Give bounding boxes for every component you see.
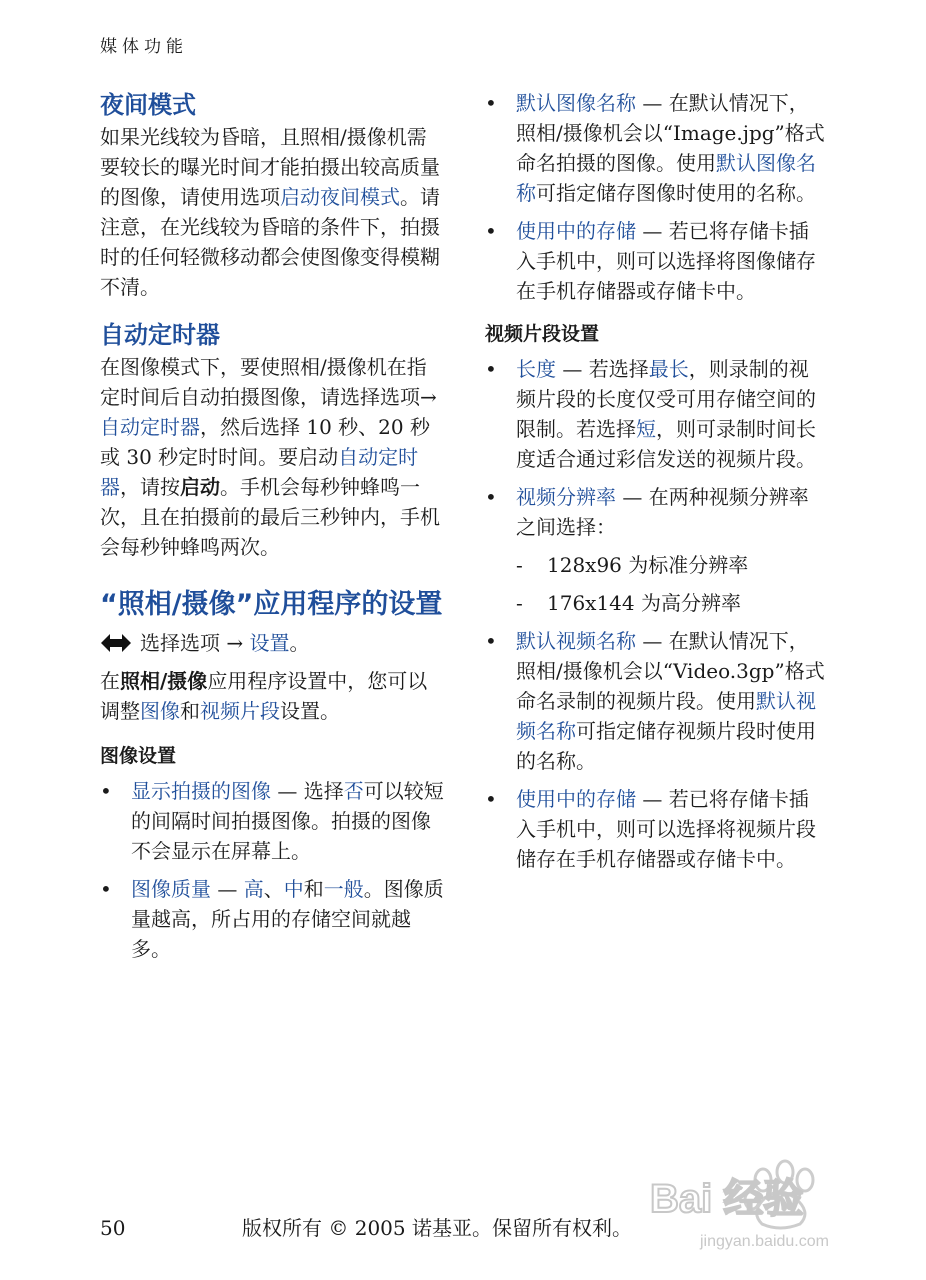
list-item: • 显示拍摄的图像 — 选择否可以较短的间隔时间拍摄图像。拍摄的图像不会显示在屏幕上。: [100, 779, 444, 863]
video-settings-list: [485, 354, 825, 542]
resolution-options: [485, 550, 825, 618]
copyright-notice: 版权所有 © 2005 诺基亚。保留所有权利。: [242, 1216, 632, 1240]
show-captured-link[interactable]: 显示拍摄的图像: [131, 779, 271, 803]
video-settings-title: 视频片段设置: [485, 323, 600, 345]
watermark-text: Bai 经验: [650, 1177, 804, 1221]
list-item: • 默认图像名称 — 在默认情况下，照相/摄像机会以“Image.jpg”格式命名拍摄的图像。使用默认图像名称可指定储存图像时使用的名称。: [485, 91, 825, 205]
section-title-night: 夜间模式: [100, 91, 196, 119]
length-link[interactable]: 长度: [516, 357, 556, 381]
left-column: [100, 84, 445, 964]
settings-nav-path: 选择 选项 → 设置 。: [100, 628, 445, 658]
video-clip-link[interactable]: 视频片段: [200, 699, 280, 723]
list-item: - 128x96 为标准分辨率: [516, 553, 749, 577]
memory-in-use-video-link[interactable]: 使用中的存储: [516, 787, 636, 811]
image-settings-title: 图像设置: [100, 745, 177, 767]
image-settings-list: [100, 776, 445, 964]
memory-in-use-link[interactable]: 使用中的存储: [516, 219, 636, 243]
settings-paragraph: 在照相/摄像应用程序设置中，您可以调整图像和视频片段设置。: [100, 669, 428, 723]
list-item: • 使用中的存储 — 若已将存储卡插入手机中，则可以选择将图像储存在手机存储器或存储卡中。: [485, 219, 816, 303]
right-column: [485, 84, 825, 874]
list-item: - 176x144 为高分辨率: [516, 591, 741, 615]
image-quality-link[interactable]: 图像质量: [131, 877, 211, 901]
night-paragraph: 如果光线较为昏暗，且照相/摄像机需要较长的曝光时间才能拍摄出较高质量的图像，请使用选项启动夜间模式。请注意，在光线较为昏暗的条件下，拍摄时的任何轻微移动都会使图像变得模糊不清。: [100, 125, 440, 299]
navi-key-icon: [100, 632, 132, 654]
default-video-name-inline-link[interactable]: 默认视频名称: [516, 689, 816, 743]
timer-paragraph: 在图像模式下，要使照相/摄像机在指定时间后自动拍摄图像，请选择选项→自动定时器，然后选择 10 秒、20 秒或 30 秒定时时间。要启动自动定时器，请按启动。手机会每秒钟蜂鸣一次，且在拍摄前的最后三秒钟内，手机会每秒钟蜂鸣两次。: [100, 355, 440, 559]
page-number: 50: [100, 1216, 126, 1240]
video-settings-list-2: [485, 626, 825, 874]
section-title-timer: 自动定时器: [100, 321, 220, 349]
baidu-watermark-logo: [640, 1150, 920, 1260]
section-title-settings: “照相/摄像”应用程序的设置: [100, 589, 443, 620]
night-mode-link[interactable]: 启动夜间模式: [280, 185, 400, 209]
settings-link[interactable]: 设置: [249, 631, 290, 655]
image-link[interactable]: 图像: [140, 699, 180, 723]
video-resolution-link[interactable]: 视频分辨率: [516, 485, 616, 509]
list-item: • 使用中的存储 — 若已将存储卡插入手机中，则可以选择将视频片段储存在手机存储器或存储卡中。: [485, 787, 816, 871]
list-item: • 视频分辨率 — 在两种视频分辨率之间选择：: [485, 485, 809, 539]
default-video-name-link[interactable]: 默认视频名称: [516, 629, 636, 653]
timer-link[interactable]: 自动定时器: [100, 415, 200, 439]
default-image-name-inline-link[interactable]: 默认图像名称: [516, 151, 816, 205]
default-image-name-link[interactable]: 默认图像名称: [516, 91, 636, 115]
list-item: • 长度 — 若选择最长，则录制的视频片段的长度仅受可用存储空间的限制。若选择短，则可录制时间长度适合通过彩信发送的视频片段。: [485, 357, 816, 471]
running-header: 媒体功能: [100, 37, 188, 57]
timer-link-2[interactable]: 自动定时器: [100, 445, 419, 499]
list-item: • 图像质量 — 高、中和一般。图像质量越高，所占用的存储空间就越多。: [100, 877, 444, 961]
list-item: • 默认视频名称 — 在默认情况下，照相/摄像机会以“Video.3gp”格式命名录制的视频片段。使用默认视频名称可指定储存视频片段时使用的名称。: [485, 629, 825, 773]
image-settings-list-cont: [485, 88, 825, 306]
watermark-url: jingyan.baidu.com: [700, 1233, 829, 1250]
